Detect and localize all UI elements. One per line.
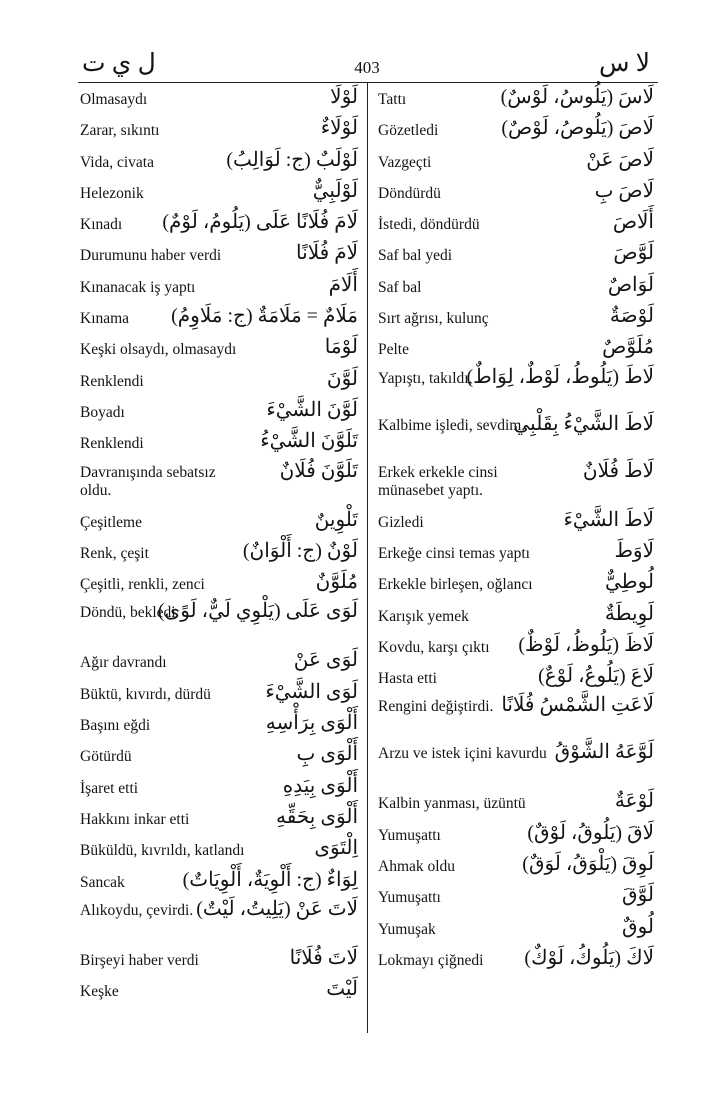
- dictionary-entry: [80, 240, 360, 271]
- dictionary-entry: [378, 694, 656, 741]
- dictionary-entry: [80, 945, 360, 976]
- dictionary-entry: [80, 976, 360, 1007]
- arabic-headword: لَوَى الشَّيْءَ: [265, 680, 358, 703]
- arabic-headword: لَوِقَ (يَلْوَقُ، لَوَقٌ): [522, 853, 654, 876]
- turkish-definition: Kovdu, karşı çıktı: [378, 638, 490, 656]
- arabic-headword: أَلْوَى بِيَدِهِ: [282, 774, 358, 797]
- dictionary-entry: [80, 460, 360, 507]
- turkish-definition: Helezonik: [80, 184, 144, 202]
- arabic-headword: لَاطَ (يَلُوطُ، لَوْطٌ، لِوَاطٌ): [466, 365, 654, 388]
- dictionary-entry: [80, 867, 360, 898]
- turkish-definition: Büktü, kıvırdı, dürdü: [80, 685, 211, 703]
- dictionary-entry: [378, 601, 656, 632]
- turkish-definition: Tattı: [378, 91, 407, 108]
- arabic-headword: لَاتَ عَنْ (يَلِيتُ، لَيْتٌ): [196, 897, 358, 920]
- page-header: [78, 48, 656, 82]
- turkish-definition: Sancak: [80, 873, 125, 891]
- dictionary-entry: [80, 898, 360, 945]
- dictionary-entry: [378, 914, 656, 945]
- dictionary-entry: [80, 428, 360, 459]
- turkish-definition: Keşke: [80, 983, 119, 1001]
- dictionary-entry: [378, 147, 656, 178]
- arabic-headword: لَامَ فُلَانًا عَلَى (يَلُومُ، لَوْمٌ): [162, 211, 358, 234]
- turkish-definition: Erkekle birleşen, oğlancı: [378, 576, 533, 594]
- dictionary-entry: [80, 397, 360, 428]
- dictionary-entry: [378, 240, 656, 271]
- dictionary-entry: [80, 507, 360, 538]
- arabic-headword: لَوَّعَهُ الشَّوْقُ: [554, 741, 654, 764]
- arabic-headword: لَيْتَ: [326, 978, 358, 1001]
- column-divider: [367, 83, 368, 1033]
- dictionary-entry: [80, 804, 360, 835]
- arabic-headword: لَوْعَةٌ: [614, 790, 654, 813]
- turkish-definition: Vazgeçti: [378, 153, 432, 171]
- turkish-definition: Rengini değiştirdi.: [378, 698, 494, 716]
- arabic-headword: لَوَاصٌ: [607, 273, 654, 296]
- turkish-definition: Yumuşattı: [378, 889, 441, 907]
- right-column: [378, 84, 656, 976]
- arabic-headword: لَاصَ عَنْ: [586, 148, 654, 171]
- turkish-definition: Alıkoydu, çevirdi.: [80, 901, 194, 919]
- dictionary-entry: [80, 272, 360, 303]
- dictionary-entry: [378, 413, 656, 460]
- dictionary-entry: [378, 209, 656, 240]
- turkish-definition: Döndürdü: [378, 184, 441, 202]
- dictionary-entry: [80, 366, 360, 397]
- dictionary-entry: [80, 647, 360, 678]
- arabic-headword: لَاطَ الشَّيْءَ: [563, 508, 654, 531]
- turkish-definition: Çeşitleme: [80, 513, 142, 531]
- turkish-definition: Keşki olsaydı, olmasaydı: [80, 341, 237, 359]
- turkish-definition: Vida, civata: [80, 153, 154, 171]
- arabic-headword: لُوطِيٌّ: [604, 571, 654, 594]
- dictionary-entry: [378, 115, 656, 146]
- turkish-definition: Gizledi: [378, 513, 424, 531]
- turkish-definition: Renklendi: [80, 372, 144, 390]
- dictionary-entry: [378, 303, 656, 334]
- turkish-definition: Kalbime işledi, sevdim.: [378, 416, 526, 434]
- turkish-definition: Götürdü: [80, 748, 132, 766]
- turkish-definition: Erkeğe cinsi temas yaptı: [378, 544, 530, 562]
- dictionary-entry: [378, 820, 656, 851]
- header-rule: [78, 82, 658, 83]
- arabic-headword: لَاصَ (يَلُوصُ، لَوْصٌ): [501, 117, 654, 140]
- arabic-headword: لَوْلَبٌ (ج: لَوَالِبُ): [226, 148, 358, 171]
- left-column: [80, 84, 360, 1007]
- dictionary-entry: [378, 851, 656, 882]
- turkish-definition: Hasta etti: [378, 670, 437, 688]
- arabic-headword: أَلْوَى بِ: [296, 743, 358, 766]
- arabic-headword: لَاوَطَ: [614, 539, 654, 562]
- arabic-headword: لَامَ فُلَانًا: [296, 242, 358, 265]
- dictionary-entry: [378, 882, 656, 913]
- dictionary-entry: [80, 569, 360, 600]
- arabic-headword: لَوَّقَ: [622, 884, 654, 907]
- dictionary-entry: [80, 710, 360, 741]
- turkish-definition: Birşeyi haber verdi: [80, 951, 199, 969]
- arabic-headword: لَوْنٌ (ج: أَلْوَانٌ): [242, 539, 358, 562]
- dictionary-entry: [378, 272, 656, 303]
- dictionary-entry: [378, 460, 656, 507]
- turkish-definition: Renklendi: [80, 435, 144, 453]
- arabic-headword: لَاعَتِ الشَّمْسُ فُلَانًا: [501, 694, 654, 717]
- turkish-definition: Döndü, bekledi: [80, 604, 176, 622]
- turkish-definition: İstedi, döndürdü: [378, 216, 480, 234]
- dictionary-entry: [80, 741, 360, 772]
- turkish-definition: Hakkını inkar etti: [80, 810, 190, 828]
- turkish-definition: Yapıştı, takıldı,: [378, 369, 473, 387]
- arabic-headword: أَلْوَى بِحَقِّهِ: [276, 805, 358, 828]
- arabic-headword: لَوَى عَنْ: [293, 649, 358, 672]
- turkish-definition: Saf bal yedi: [378, 247, 453, 265]
- arabic-headword: تَلَوَّنَ الشَّيْءُ: [260, 430, 358, 453]
- arabic-headword: مُلَوَّصٌ: [602, 336, 654, 359]
- arabic-headword: لِوَاءٌ (ج: أَلْوِيَةٌ، أَلْوِيَاتٌ): [182, 868, 358, 891]
- turkish-definition: İşaret etti: [80, 779, 139, 797]
- turkish-definition: Yumuşak: [378, 920, 436, 938]
- dictionary-entry: [378, 178, 656, 209]
- arabic-headword: لَوَّصَ: [613, 242, 654, 265]
- arabic-headword: لَاطَ الشَّيْءُ بِقَلْبِي: [513, 412, 654, 435]
- arabic-headword: تَلَوَّنَ فُلَانٌ: [279, 459, 358, 482]
- turkish-definition: Lokmayı çiğnedi: [378, 951, 484, 969]
- dictionary-entry: [378, 84, 656, 115]
- dictionary-entry: [80, 600, 360, 647]
- turkish-definition: Kınadı: [80, 216, 123, 234]
- turkish-definition: Zarar, sıkıntı: [80, 122, 160, 140]
- arabic-headword: لَاسَ (يَلُوسُ، لَوْسٌ): [500, 86, 654, 108]
- arabic-headword: لَاطَ فُلَانٌ: [582, 459, 654, 482]
- arabic-headword: لَوَّنَ الشَّيْءَ: [266, 398, 358, 421]
- arabic-headword: أَلَامَ: [328, 273, 358, 296]
- arabic-headword: اِلْتَوَى: [314, 837, 358, 860]
- arabic-headword: مُلَوَّنٌ: [315, 571, 358, 594]
- dictionary-entry: [378, 741, 656, 788]
- dictionary-entry: [378, 945, 656, 976]
- turkish-definition: Ahmak oldu: [378, 858, 456, 876]
- header-right-letters: لا س: [598, 50, 650, 77]
- arabic-headword: لَاكَ (يَلُوكُ، لَوْكٌ): [524, 946, 654, 969]
- dictionary-entry: [80, 773, 360, 804]
- arabic-headword: لُوقٌ: [622, 915, 654, 938]
- turkish-definition: Karışık yemek: [378, 607, 469, 625]
- turkish-definition: Çeşitli, renkli, zenci: [80, 576, 205, 594]
- turkish-definition: Renk, çeşit: [80, 544, 149, 562]
- arabic-headword: لَاقَ (يَلُوقُ، لَوْقٌ): [527, 821, 654, 844]
- turkish-definition: Sırt ağrısı, kulunç: [378, 310, 489, 328]
- dictionary-entry: [80, 679, 360, 710]
- turkish-definition: Pelte: [378, 341, 409, 359]
- turkish-definition: Arzu ve istek içini kavurdu: [378, 745, 547, 763]
- turkish-definition: Ağır davrandı: [80, 654, 167, 672]
- turkish-definition: Yumuşattı: [378, 826, 441, 844]
- arabic-headword: لَاتَ فُلَانًا: [289, 946, 358, 969]
- arabic-headword: لَوْمَا: [324, 336, 358, 359]
- arabic-headword: مَلَامٌ = مَلَامَةٌ (ج: مَلَاوِمُ): [171, 305, 358, 328]
- dictionary-entry: [80, 334, 360, 365]
- arabic-headword: لَاعَ (يَلُوعُ، لَوْعٌ): [538, 665, 654, 688]
- dictionary-entry: [80, 84, 360, 115]
- arabic-headword: أَلَاصَ: [612, 211, 654, 234]
- dictionary-entry: [80, 115, 360, 146]
- dictionary-entry: [378, 334, 656, 365]
- arabic-headword: لَوْلَبِيٌّ: [312, 179, 358, 202]
- dictionary-entry: [80, 147, 360, 178]
- dictionary-entry: [378, 788, 656, 819]
- dictionary-entry: [80, 303, 360, 334]
- arabic-headword: لَوْلَاءٌ: [320, 117, 358, 140]
- arabic-headword: لَوَى عَلَى (يَلْوِي لَيٌّ، لَوًى): [157, 600, 358, 623]
- turkish-definition: Olmasaydı: [80, 91, 148, 108]
- dictionary-entry: [378, 507, 656, 538]
- turkish-definition: Kınama: [80, 310, 130, 328]
- dictionary-entry: [378, 663, 656, 694]
- arabic-headword: لَاظَ (يَلُوظُ، لَوْظٌ): [518, 633, 654, 656]
- turkish-definition: Durumunu haber verdi: [80, 247, 222, 265]
- turkish-definition: Başını eğdi: [80, 717, 151, 735]
- arabic-headword: لَاصَ بِ: [594, 179, 654, 202]
- turkish-definition: Kınanacak iş yaptı: [80, 278, 196, 296]
- arabic-headword: لَوْصَةٌ: [609, 305, 654, 328]
- page-number: 403: [354, 58, 380, 77]
- dictionary-entry: [378, 366, 656, 413]
- dictionary-entry: [80, 835, 360, 866]
- turkish-definition: Boyadı: [80, 403, 125, 421]
- turkish-definition: Saf bal: [378, 278, 422, 296]
- arabic-headword: أَلْوَى بِرَأْسِهِ: [265, 712, 358, 735]
- turkish-definition: Gözetledi: [378, 122, 439, 140]
- dictionary-entry: [378, 632, 656, 663]
- turkish-definition: Kalbin yanması, üzüntü: [378, 795, 526, 813]
- arabic-headword: تَلْوِينٌ: [314, 508, 358, 531]
- dictionary-entry: [80, 178, 360, 209]
- turkish-definition: Davranışında sebatsız oldu.: [80, 463, 216, 499]
- turkish-definition: Büküldü, kıvrıldı, katlandı: [80, 842, 245, 860]
- arabic-headword: لَوِيطَةٌ: [604, 602, 654, 625]
- dictionary-entry: [80, 538, 360, 569]
- arabic-headword: لَوْلَا: [330, 86, 358, 108]
- dictionary-entry: [378, 538, 656, 569]
- turkish-definition: Erkek erkekle cinsi münasebet yaptı.: [378, 463, 498, 499]
- dictionary-entry: [80, 209, 360, 240]
- header-left-letters: ل ي ت: [82, 50, 156, 77]
- arabic-headword: لَوَّنَ: [326, 367, 358, 390]
- dictionary-entry: [378, 569, 656, 600]
